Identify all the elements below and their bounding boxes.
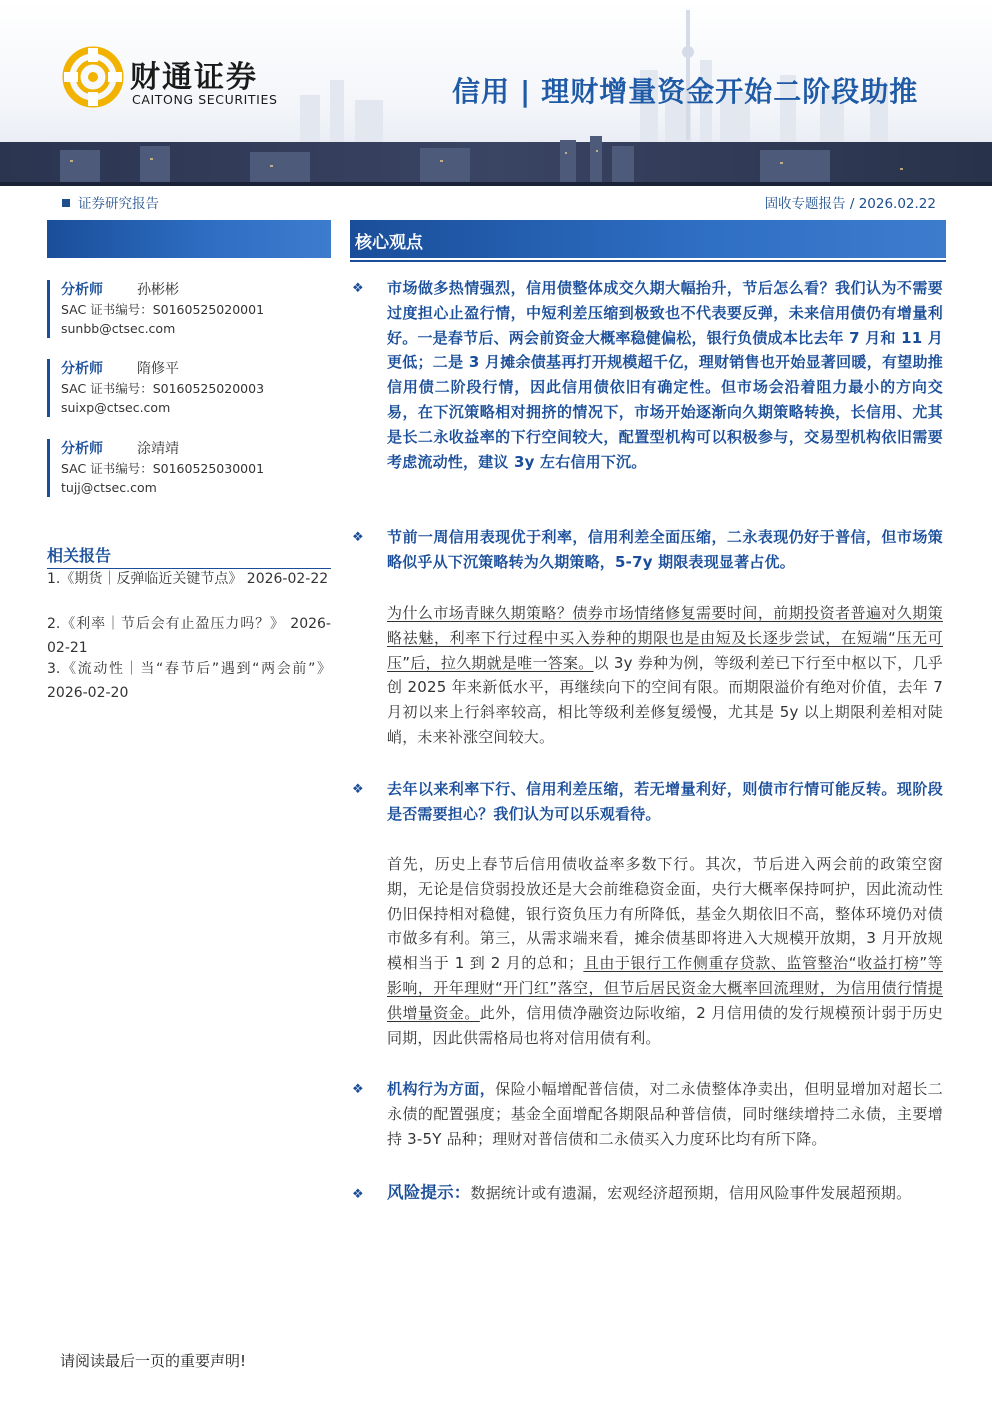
square-bullet-icon: [62, 199, 70, 207]
related-report-link[interactable]: 2.《利率｜节后会有止盈压力吗？》 2026-02-21: [47, 616, 331, 656]
left-header-bar: [47, 220, 331, 258]
analyst-cert: SAC 证书编号：S0160525020003: [61, 381, 265, 396]
analyst-role: 分析师: [61, 441, 103, 457]
diamond-bullet-icon: ❖: [352, 281, 364, 296]
analyst-cert: SAC 证书编号：S0160525030001: [61, 461, 265, 476]
analyst-email[interactable]: sunbb@ctsec.com: [61, 321, 176, 336]
report-type-label: 证券研究报告: [78, 196, 159, 212]
title-separator: |: [520, 75, 532, 108]
analyst-name: 孙彬彬: [137, 282, 179, 298]
core-paragraph-4: 去年以来利率下行、信用利差压缩，若无增量利好，则债市行情可能反转。现阶段是否需要担心？我们认为可以乐观看待。: [387, 780, 943, 823]
analyst-role: 分析师: [61, 361, 103, 377]
core-paragraph-2: 节前一周信用表现优于利率，信用利差全面压缩，二永表现仍好于普信，但市场策略似乎从下沉策略转为久期策略，5-7y 期限表现显著占优。: [387, 528, 943, 571]
analyst-name: 隋修平: [137, 361, 179, 377]
company-logo-icon: [62, 46, 124, 108]
core-paragraph-1: 市场做多热情强烈，信用债整体成交久期大幅抬升，节后怎么看？我们认为不需要过度担心止盈行情，中短利差压缩到极致也不代表要反弹，未来信用债仍有增量利好。一是春节后、两会前资金大概率稳健偏松，银行负债成本比去年 7 月和 11 月更低；二是 3 月摊余债基再打开规模超千亿，理财销售也开始显著回暖，有望助推信用债二阶段行情，因此信用债依旧有确定性。但市场会沿着阻力最小的方向交易，在下沉策略相对拥挤的情况下，市场开始逐渐向久期策略转换，长信用、尤其是长二永收益率的下行空间较大，配置型机构可以积极参与，交易型机构依旧需要考虑流动性，建议 3y 左右信用下沉。: [387, 279, 943, 471]
paragraph-5-text-b: 此外，信用债净融资边际收缩，2 月信用债的发行规模预计弱于历史同期，因此供需格局也将对信用债有利。: [387, 1003, 944, 1047]
analyst-role: 分析师: [61, 282, 103, 298]
core-view-divider: [350, 260, 946, 262]
diamond-bullet-icon: ❖: [352, 782, 364, 797]
analyst-card: [47, 439, 345, 497]
core-paragraph-6: [387, 1077, 943, 1151]
company-name-en: CAITONG SECURITIES: [132, 92, 278, 107]
report-category-date: 固收专题报告 / 2026.02.22: [764, 196, 936, 212]
related-report-link[interactable]: 1.《期货｜反弹临近关键节点》 2026-02-22: [47, 571, 329, 587]
title-main: 理财增量资金开始二阶段助推: [541, 75, 919, 108]
risk-warning: [387, 1181, 943, 1206]
related-reports-title: 相关报告: [47, 543, 331, 569]
analyst-email[interactable]: tujj@ctsec.com: [61, 480, 157, 495]
risk-warning-text: 数据统计或有遗漏，宏观经济超预期，信用风险事件发展超预期。: [470, 1184, 912, 1202]
paragraph-5-underlined: 且由于银行工作侧重存贷款、监管整治“收益打榜”等影响，开年理财“开门红”落空，但节后居民资金大概率回流理财，为信用债行情提供增量资金。: [387, 954, 943, 1022]
report-type: [62, 192, 159, 212]
analyst-name: 涂靖靖: [137, 441, 179, 457]
core-view-header: [350, 220, 946, 258]
core-paragraph-5: [387, 852, 943, 1050]
core-view-heading: 核心观点: [355, 233, 423, 253]
diamond-bullet-icon: ❖: [352, 1187, 364, 1202]
analyst-card: [47, 280, 345, 338]
paragraph-3-underlined: 为什么市场青睐久期策略？债券市场情绪修复需要时间，前期投资者普遍对久期策略祛魅，利率下行过程中买入券种的期限也是由短及长逐步尝试，在短端“压无可压”后，拉久期就是唯一答案。: [387, 604, 943, 672]
core-paragraph-3: [387, 601, 943, 750]
institution-behavior-label: 机构行为方面，: [387, 1080, 496, 1098]
risk-warning-label: 风险提示：: [387, 1183, 471, 1202]
analyst-card: [47, 359, 345, 417]
paragraph-3-text: 以 3y 券种为例，等级利差已下行至中枢以下，几乎创 2025 年来新低水平，再继续向下的空间有限。而期限溢价有绝对价值，去年 7 月初以来上行斜率较高，相比等级利差修复缓慢，尤其是 5y 以上期限利差相对陡峭，未来补涨空间较大。: [387, 653, 943, 746]
related-report-link[interactable]: 3.《流动性｜当“春节后”遇到“两会前”》 2026-02-20: [47, 661, 331, 701]
analyst-email[interactable]: suixp@ctsec.com: [61, 400, 171, 415]
footer-disclaimer-notice: 请阅读最后一页的重要声明!: [60, 1352, 247, 1370]
company-name-cn: 财通证券: [130, 60, 258, 95]
institution-behavior-text: 保险小幅增配普信债，对二永债整体净卖出，但明显增加对超长二永债的配置强度；基金全面增配各期限品种普信债，同时继续增持二永债，主要增持 3-5Y 品种；理财对普信债和二永债买入力度环比均有所下降。: [387, 1080, 943, 1148]
diamond-bullet-icon: ❖: [352, 530, 364, 545]
paragraph-5-text-a: 首先，历史上春节后信用债收益率多数下行。其次，节后进入两会前的政策空窗期，无论是信贷弱投放还是大会前维稳资金面，央行大概率保持呵护，因此流动性仍旧保持相对稳健，银行资负压力有所降低，基金久期依旧不高，整体环境仍对债市做多有利。第三，从需求端来看，摊余债基即将进入大规模开放期，3 月开放规模相当于 1 到 2 月的总和；: [387, 855, 943, 973]
title-category: 信用: [452, 75, 511, 108]
diamond-bullet-icon: ❖: [352, 1082, 364, 1097]
report-title: [452, 70, 918, 110]
analyst-cert: SAC 证书编号：S0160525020001: [61, 302, 265, 317]
